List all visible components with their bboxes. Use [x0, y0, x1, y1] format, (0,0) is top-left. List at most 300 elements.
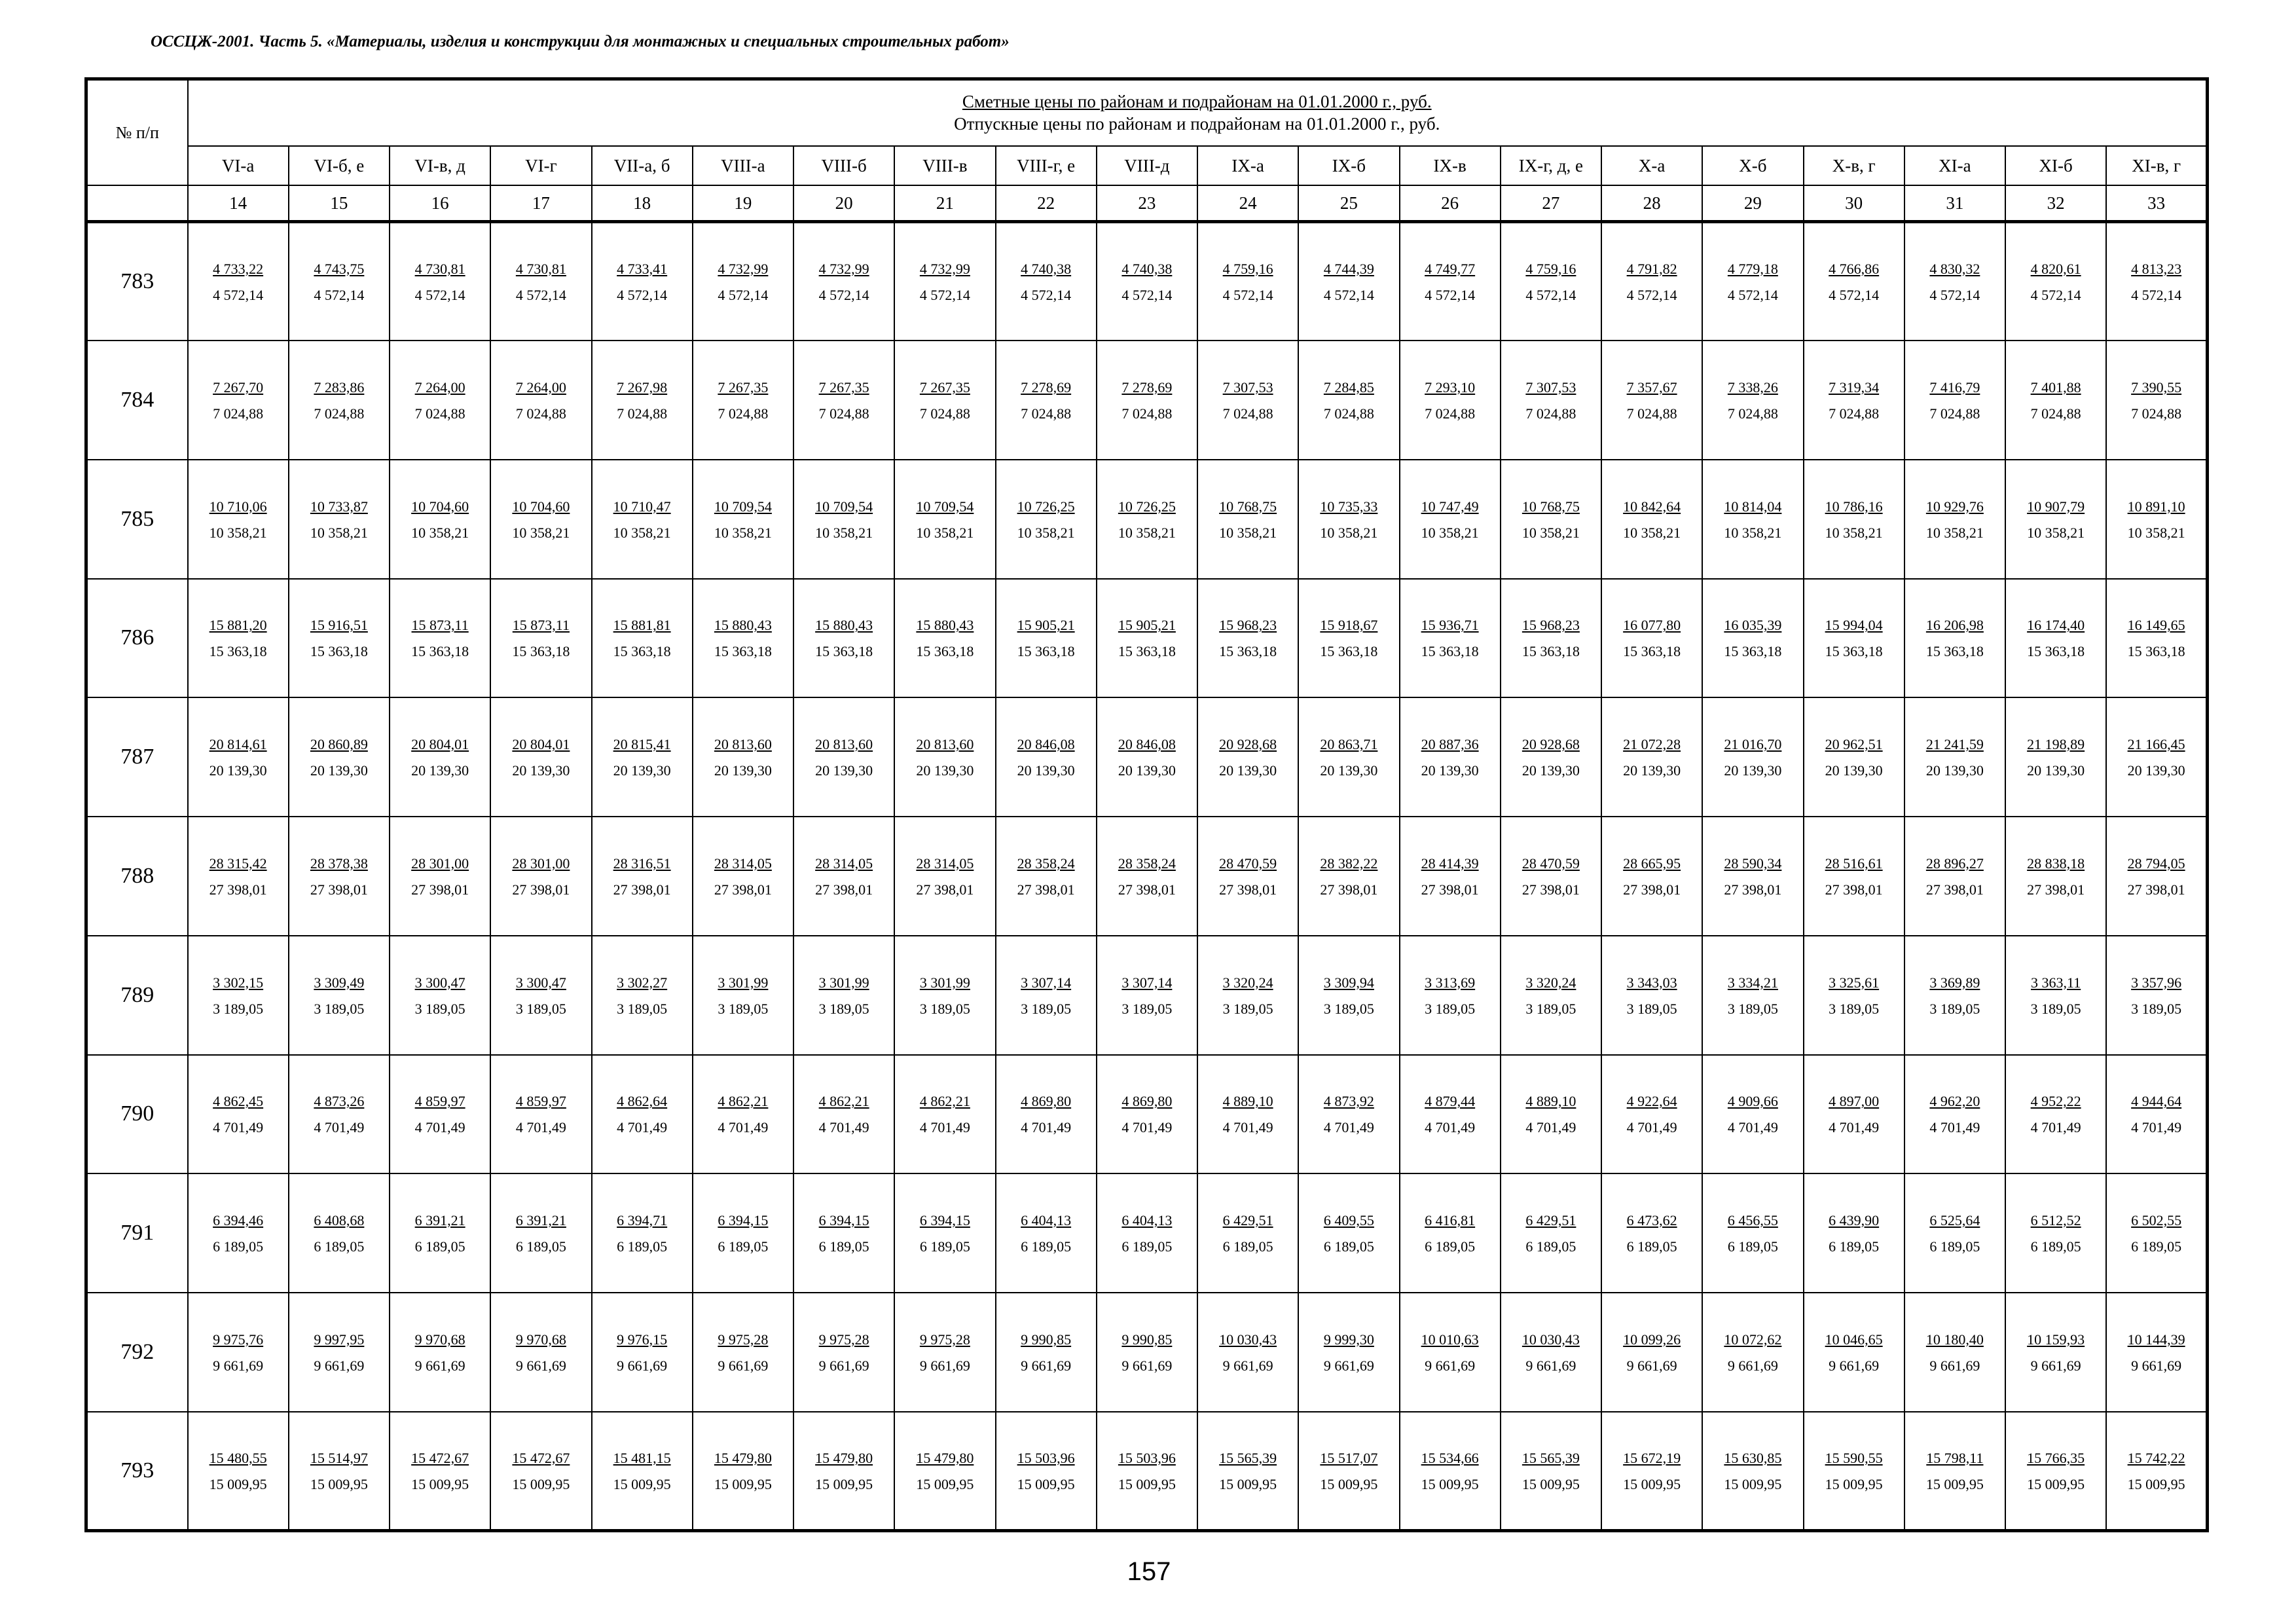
estimate-price: 28 314,05: [916, 855, 974, 872]
price-cell: [693, 1412, 793, 1531]
price-cell: [1097, 1173, 1197, 1293]
price-cell: [1298, 1293, 1399, 1412]
estimate-price: 10 907,79: [2027, 498, 2085, 515]
release-price: 4 701,49: [314, 1119, 365, 1136]
release-price: 10 358,21: [512, 524, 570, 541]
release-price: 20 139,30: [1623, 762, 1681, 779]
price-cell: [289, 936, 390, 1055]
release-price: 3 189,05: [2131, 1000, 2182, 1017]
estimate-price: 15 798,11: [1926, 1449, 1984, 1466]
price-cell: [490, 341, 591, 460]
region-header: VIII-в: [894, 146, 995, 185]
price-cell: [1804, 460, 1904, 579]
release-price: 9 661,69: [414, 1357, 465, 1374]
release-price: 7 024,88: [1525, 405, 1576, 422]
price-cell: [1702, 579, 1803, 698]
release-price: 9 661,69: [515, 1357, 566, 1374]
estimate-price: 4 744,39: [1323, 260, 1374, 277]
release-price: 3 189,05: [1323, 1000, 1374, 1017]
price-cell: [1400, 817, 1501, 936]
estimate-price: 4 889,10: [1222, 1093, 1273, 1110]
price-cell: [390, 936, 490, 1055]
release-price: 15 009,95: [815, 1475, 873, 1492]
estimate-price: 6 429,51: [1222, 1212, 1273, 1229]
estimate-price: 28 301,00: [512, 855, 570, 872]
estimate-price: 16 174,40: [2027, 617, 2085, 634]
estimate-price: 15 968,23: [1219, 617, 1277, 634]
estimate-price: 15 481,15: [613, 1449, 671, 1466]
release-price: 6 189,05: [1929, 1238, 1980, 1255]
release-price: 15 009,95: [1118, 1475, 1176, 1492]
release-price: 15 363,18: [209, 643, 267, 660]
release-price: 6 189,05: [2131, 1238, 2182, 1255]
price-cell: [1804, 697, 1904, 817]
region-header: XI-а: [1904, 146, 2005, 185]
release-prices-title: Отпускные цены по районам и подрайонам на 01.01.2000 г., руб.: [954, 114, 1440, 134]
table-row: [86, 697, 2208, 817]
estimate-price: 6 439,90: [1829, 1212, 1880, 1229]
release-price: 15 363,18: [714, 643, 772, 660]
price-cell: [1298, 1412, 1399, 1531]
estimate-price: 3 334,21: [1727, 974, 1778, 991]
estimate-price: 6 394,46: [213, 1212, 264, 1229]
release-price: 10 358,21: [1825, 524, 1883, 541]
price-cell: [2106, 341, 2207, 460]
estimate-price: 28 414,39: [1421, 855, 1479, 872]
estimate-price: 9 975,28: [818, 1331, 869, 1348]
price-cell: [592, 697, 693, 817]
price-cell: [693, 579, 793, 698]
release-price: 6 189,05: [1222, 1238, 1273, 1255]
region-header: IX-г, д, е: [1501, 146, 1601, 185]
release-price: 6 189,05: [919, 1238, 970, 1255]
price-cell: [490, 1293, 591, 1412]
estimate-price: 9 990,85: [1021, 1331, 1072, 1348]
estimate-price: 20 863,71: [1320, 736, 1378, 753]
release-price: 4 572,14: [2131, 286, 2182, 303]
release-price: 4 701,49: [617, 1119, 668, 1136]
release-price: 15 009,95: [714, 1475, 772, 1492]
release-price: 4 572,14: [919, 286, 970, 303]
estimate-price: 15 517,07: [1320, 1449, 1378, 1466]
price-cell: [1298, 341, 1399, 460]
price-cell: [1702, 1293, 1803, 1412]
row-number: 783: [86, 221, 188, 341]
estimate-price: 9 999,30: [1323, 1331, 1374, 1348]
price-cell: [1804, 221, 1904, 341]
release-price: 9 661,69: [1727, 1357, 1778, 1374]
release-price: 20 139,30: [916, 762, 974, 779]
price-cell: [188, 579, 289, 698]
estimate-price: 3 300,47: [515, 974, 566, 991]
estimate-price: 9 975,28: [919, 1331, 970, 1348]
release-price: 10 358,21: [209, 524, 267, 541]
price-cell: [1400, 341, 1501, 460]
release-price: 27 398,01: [1219, 881, 1277, 898]
column-number: 33: [2106, 185, 2207, 221]
estimate-price: 4 749,77: [1425, 260, 1476, 277]
release-price: 4 572,14: [818, 286, 869, 303]
column-number: 15: [289, 185, 390, 221]
estimate-price: 9 997,95: [314, 1331, 365, 1348]
region-header: X-а: [1601, 146, 1702, 185]
estimate-price: 3 343,03: [1626, 974, 1677, 991]
release-price: 27 398,01: [1825, 881, 1883, 898]
release-price: 9 661,69: [1525, 1357, 1576, 1374]
estimate-price: 6 404,13: [1121, 1212, 1173, 1229]
price-cell: [289, 1173, 390, 1293]
estimate-price: 15 918,67: [1320, 617, 1378, 634]
price-cell: [1904, 1293, 2005, 1412]
release-price: 3 189,05: [515, 1000, 566, 1017]
price-cell: [894, 221, 995, 341]
price-cell: [592, 1173, 693, 1293]
release-price: 3 189,05: [213, 1000, 264, 1017]
release-price: 10 358,21: [916, 524, 974, 541]
estimate-price: 6 394,15: [919, 1212, 970, 1229]
price-cell: [1197, 697, 1298, 817]
release-price: 15 363,18: [411, 643, 469, 660]
price-cell: [1501, 1293, 1601, 1412]
estimate-price: 7 416,79: [1929, 378, 1980, 396]
estimate-price: 7 307,53: [1525, 378, 1576, 396]
estimate-price: 15 472,67: [512, 1449, 570, 1466]
estimate-price: 16 149,65: [2127, 617, 2185, 634]
price-cell: [1298, 460, 1399, 579]
price-cell: [1601, 697, 1702, 817]
price-cell: [1501, 1412, 1601, 1531]
price-cell: [1904, 341, 2005, 460]
column-number: 22: [996, 185, 1097, 221]
release-price: 15 009,95: [512, 1475, 570, 1492]
row-number: 791: [86, 1173, 188, 1293]
price-cell: [188, 817, 289, 936]
release-price: 10 358,21: [1017, 524, 1075, 541]
estimate-price: 28 316,51: [613, 855, 671, 872]
price-cell: [1400, 460, 1501, 579]
price-cell: [1400, 1173, 1501, 1293]
estimate-price: 15 503,96: [1017, 1449, 1075, 1466]
estimate-price: 28 301,00: [411, 855, 469, 872]
release-price: 7 024,88: [515, 405, 566, 422]
price-cell: [289, 817, 390, 936]
price-cell: [188, 460, 289, 579]
region-header: IX-в: [1400, 146, 1501, 185]
estimate-price: 7 267,98: [617, 378, 668, 396]
release-price: 3 189,05: [617, 1000, 668, 1017]
release-price: 15 009,95: [1421, 1475, 1479, 1492]
price-cell: [1904, 1055, 2005, 1174]
release-price: 10 358,21: [1320, 524, 1378, 541]
price-cell: [1702, 221, 1803, 341]
price-cell: [2005, 697, 2106, 817]
release-price: 4 572,14: [718, 286, 769, 303]
price-cell: [1804, 341, 1904, 460]
price-cell: [996, 817, 1097, 936]
estimate-price: 7 390,55: [2131, 378, 2182, 396]
estimate-price: 3 363,11: [2031, 974, 2081, 991]
column-number: 25: [1298, 185, 1399, 221]
release-price: 20 139,30: [512, 762, 570, 779]
estimate-price: 10 709,54: [714, 498, 772, 515]
price-cell: [1702, 697, 1803, 817]
price-cell: [592, 936, 693, 1055]
estimate-price: 15 968,23: [1522, 617, 1580, 634]
price-cell: [1501, 1173, 1601, 1293]
release-price: 27 398,01: [310, 881, 368, 898]
price-cell: [1400, 936, 1501, 1055]
release-price: 20 139,30: [1017, 762, 1075, 779]
price-cell: [693, 697, 793, 817]
estimate-price: 9 975,76: [213, 1331, 264, 1348]
price-cell: [996, 221, 1097, 341]
price-cell: [1097, 936, 1197, 1055]
release-price: 9 661,69: [1626, 1357, 1677, 1374]
price-cell: [894, 817, 995, 936]
price-cell: [1298, 579, 1399, 698]
estimate-price: 10 030,43: [1522, 1331, 1580, 1348]
price-cell: [289, 1293, 390, 1412]
release-price: 15 363,18: [1118, 643, 1176, 660]
estimate-price: 15 873,11: [411, 617, 469, 634]
price-cell: [693, 341, 793, 460]
estimate-price: 16 077,80: [1623, 617, 1681, 634]
estimate-price: 3 301,99: [919, 974, 970, 991]
price-cell: [1501, 936, 1601, 1055]
price-cell: [1400, 221, 1501, 341]
price-cell: [996, 460, 1097, 579]
release-price: 10 358,21: [1522, 524, 1580, 541]
release-price: 7 024,88: [2030, 405, 2081, 422]
estimate-price: 9 990,85: [1121, 1331, 1173, 1348]
release-price: 4 701,49: [1525, 1119, 1576, 1136]
estimate-price: 7 338,26: [1727, 378, 1778, 396]
release-price: 7 024,88: [213, 405, 264, 422]
estimate-price: 3 325,61: [1829, 974, 1880, 991]
release-price: 27 398,01: [1522, 881, 1580, 898]
estimate-price: 10 733,87: [310, 498, 368, 515]
release-price: 6 189,05: [1021, 1238, 1072, 1255]
table-row: [86, 341, 2208, 460]
estimate-price: 7 278,69: [1121, 378, 1173, 396]
release-price: 10 358,21: [815, 524, 873, 541]
price-cell: [1197, 579, 1298, 698]
price-cell: [2005, 1055, 2106, 1174]
estimate-price: 10 710,47: [613, 498, 671, 515]
release-price: 7 024,88: [818, 405, 869, 422]
estimate-price: 10 099,26: [1623, 1331, 1681, 1348]
estimate-price: 4 732,99: [818, 260, 869, 277]
estimate-price: 9 976,15: [617, 1331, 668, 1348]
estimate-price: 10 046,65: [1825, 1331, 1883, 1348]
estimate-price: 6 409,55: [1323, 1212, 1374, 1229]
estimate-price: 6 391,21: [515, 1212, 566, 1229]
release-price: 4 701,49: [1727, 1119, 1778, 1136]
estimate-price: 7 267,70: [213, 378, 264, 396]
release-price: 3 189,05: [1222, 1000, 1273, 1017]
estimate-price: 6 429,51: [1525, 1212, 1576, 1229]
column-number: 24: [1197, 185, 1298, 221]
estimate-price: 15 881,20: [209, 617, 267, 634]
estimate-price: 15 479,80: [714, 1449, 772, 1466]
estimate-price: 15 565,39: [1522, 1449, 1580, 1466]
document-header: ОССЦЖ-2001. Часть 5. «Материалы, изделия и конструкции для монтажных и специальных строительных работ»: [151, 33, 1010, 50]
estimate-price: 15 994,04: [1825, 617, 1883, 634]
price-cell: [390, 1293, 490, 1412]
release-price: 10 358,21: [411, 524, 469, 541]
region-header: IX-б: [1298, 146, 1399, 185]
estimate-price: 4 830,32: [1929, 260, 1980, 277]
release-price: 7 024,88: [1626, 405, 1677, 422]
release-price: 20 139,30: [1421, 762, 1479, 779]
price-cell: [1702, 936, 1803, 1055]
estimate-price: 10 929,76: [1925, 498, 1984, 515]
release-price: 4 701,49: [1425, 1119, 1476, 1136]
estimate-price: 4 909,66: [1727, 1093, 1778, 1110]
release-price: 10 358,21: [1623, 524, 1681, 541]
release-price: 6 189,05: [1425, 1238, 1476, 1255]
price-table: [84, 77, 2209, 1532]
estimate-price: 28 838,18: [2027, 855, 2085, 872]
price-cell: [1904, 697, 2005, 817]
price-cell: [1804, 817, 1904, 936]
price-cell: [693, 1055, 793, 1174]
estimate-price: 15 936,71: [1421, 617, 1479, 634]
column-number: 17: [490, 185, 591, 221]
estimate-price: 4 730,81: [414, 260, 465, 277]
price-cell: [2106, 697, 2207, 817]
estimate-price: 6 416,81: [1425, 1212, 1476, 1229]
release-price: 6 189,05: [718, 1238, 769, 1255]
price-cell: [1298, 221, 1399, 341]
estimate-price: 3 320,24: [1525, 974, 1576, 991]
release-price: 6 189,05: [1121, 1238, 1173, 1255]
release-price: 15 009,95: [411, 1475, 469, 1492]
release-price: 9 661,69: [1829, 1357, 1880, 1374]
release-price: 4 572,14: [2030, 286, 2081, 303]
price-cell: [390, 697, 490, 817]
price-cell: [1097, 460, 1197, 579]
release-price: 3 189,05: [818, 1000, 869, 1017]
estimate-price: 28 794,05: [2127, 855, 2185, 872]
release-price: 20 139,30: [2027, 762, 2085, 779]
column-number: 14: [188, 185, 289, 221]
estimate-price: 7 267,35: [818, 378, 869, 396]
release-price: 6 189,05: [2030, 1238, 2081, 1255]
release-price: 27 398,01: [1623, 881, 1681, 898]
price-cell: [490, 1412, 591, 1531]
estimate-price: 7 267,35: [718, 378, 769, 396]
estimate-price: 10 180,40: [1925, 1331, 1984, 1348]
estimate-price: 3 307,14: [1121, 974, 1173, 991]
release-price: 7 024,88: [617, 405, 668, 422]
row-number: 784: [86, 341, 188, 460]
row-number: 786: [86, 579, 188, 698]
price-cell: [592, 341, 693, 460]
release-price: 15 009,95: [2027, 1475, 2085, 1492]
price-cell: [793, 1412, 894, 1531]
estimate-price: 15 916,51: [310, 617, 368, 634]
price-cell: [1097, 817, 1197, 936]
price-cell: [188, 1293, 289, 1412]
release-price: 9 661,69: [314, 1357, 365, 1374]
release-price: 27 398,01: [1421, 881, 1479, 898]
estimate-price: 28 358,24: [1017, 855, 1075, 872]
estimate-price: 28 314,05: [815, 855, 873, 872]
estimate-price: 28 314,05: [714, 855, 772, 872]
estimate-price: 10 709,54: [916, 498, 974, 515]
release-price: 15 363,18: [1623, 643, 1681, 660]
price-cell: [1501, 460, 1601, 579]
price-cell: [793, 341, 894, 460]
price-cell: [793, 1293, 894, 1412]
price-cell: [693, 936, 793, 1055]
region-header: VIII-д: [1097, 146, 1197, 185]
estimate-price: 4 873,92: [1323, 1093, 1374, 1110]
price-cell: [1904, 1412, 2005, 1531]
region-header: IX-а: [1197, 146, 1298, 185]
release-price: 6 189,05: [1323, 1238, 1374, 1255]
region-header: VII-а, б: [592, 146, 693, 185]
estimate-price: 20 815,41: [613, 736, 671, 753]
column-number: 18: [592, 185, 693, 221]
price-cell: [996, 1173, 1097, 1293]
release-price: 4 701,49: [414, 1119, 465, 1136]
price-cell: [490, 697, 591, 817]
price-cell: [1702, 341, 1803, 460]
price-cell: [1097, 1055, 1197, 1174]
price-cell: [793, 221, 894, 341]
estimate-price: 10 747,49: [1421, 498, 1479, 515]
price-cell: [1601, 1412, 1702, 1531]
region-header: VI-а: [188, 146, 289, 185]
estimate-price: 15 881,81: [613, 617, 671, 634]
price-cell: [1298, 817, 1399, 936]
release-price: 10 358,21: [310, 524, 368, 541]
price-cell: [693, 1293, 793, 1412]
price-cell: [1097, 697, 1197, 817]
estimate-price: 21 198,89: [2027, 736, 2085, 753]
price-cell: [1097, 579, 1197, 698]
estimate-price: 15 766,35: [2027, 1449, 2085, 1466]
table-row: [86, 936, 2208, 1055]
price-cell: [592, 1412, 693, 1531]
price-cell: [188, 1055, 289, 1174]
table-row: [86, 579, 2208, 698]
price-cell: [1601, 1173, 1702, 1293]
release-price: 15 009,95: [1219, 1475, 1277, 1492]
price-cell: [996, 579, 1097, 698]
estimate-price: 10 891,10: [2127, 498, 2185, 515]
estimate-price: 4 813,23: [2131, 260, 2182, 277]
estimate-price: 9 975,28: [718, 1331, 769, 1348]
price-cell: [793, 1173, 894, 1293]
region-header: XI-в, г: [2106, 146, 2207, 185]
estimate-price: 4 732,99: [919, 260, 970, 277]
region-header: VI-г: [490, 146, 591, 185]
estimate-price: 9 970,68: [414, 1331, 465, 1348]
price-cell: [188, 221, 289, 341]
release-price: 4 572,14: [1929, 286, 1980, 303]
release-price: 4 701,49: [1121, 1119, 1173, 1136]
estimate-price: 4 962,20: [1929, 1093, 1980, 1110]
release-price: 3 189,05: [1727, 1000, 1778, 1017]
price-cell: [490, 817, 591, 936]
release-price: 15 363,18: [1925, 643, 1984, 660]
release-price: 15 009,95: [1724, 1475, 1782, 1492]
estimate-price: 20 928,68: [1522, 736, 1580, 753]
estimate-price: 20 813,60: [714, 736, 772, 753]
